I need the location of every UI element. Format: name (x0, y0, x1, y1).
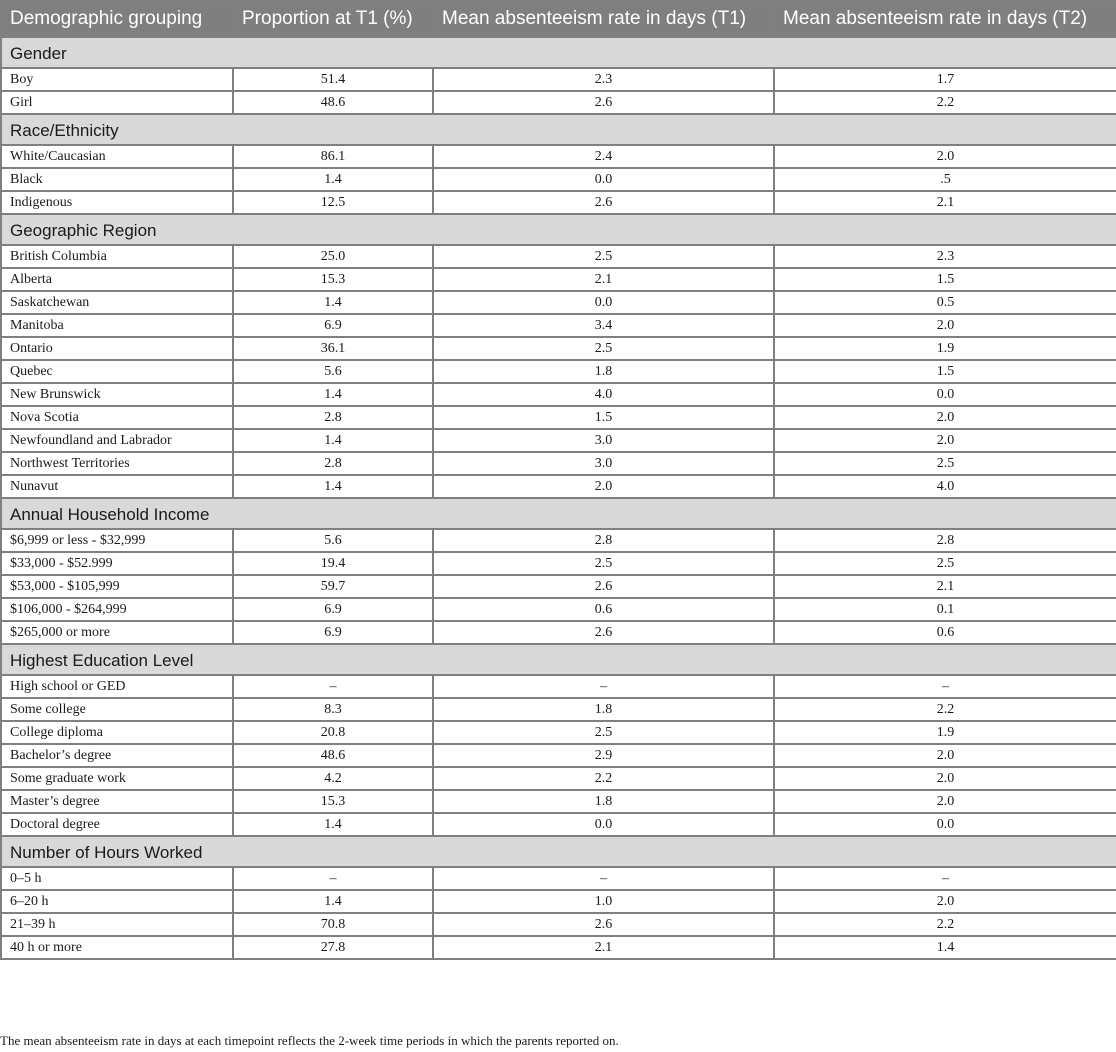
cell-proportion-t1: 1.4 (233, 168, 433, 191)
table-row (1, 913, 1116, 936)
cell-group-label: White/Caucasian (1, 145, 233, 168)
header-mean-absenteeism-t2: Mean absenteeism rate in days (T2) (774, 1, 1116, 37)
cell-absenteeism-t2: 1.9 (774, 337, 1116, 360)
cell-proportion-t1: 8.3 (233, 698, 433, 721)
section-header-row (1, 214, 1116, 245)
cell-proportion-t1: 2.8 (233, 452, 433, 475)
cell-proportion-t1: 12.5 (233, 191, 433, 214)
table-row (1, 813, 1116, 836)
table-row (1, 721, 1116, 744)
cell-group-label: $33,000 - $52.999 (1, 552, 233, 575)
cell-proportion-t1: 1.4 (233, 383, 433, 406)
cell-group-label: Nunavut (1, 475, 233, 498)
cell-group-label: Master’s degree (1, 790, 233, 813)
table-header (1, 1, 1116, 37)
table-row (1, 337, 1116, 360)
cell-absenteeism-t2: 4.0 (774, 475, 1116, 498)
section-title: Race/Ethnicity (1, 114, 1116, 145)
cell-absenteeism-t2: 2.0 (774, 744, 1116, 767)
cell-absenteeism-t1: 2.5 (433, 245, 774, 268)
section-header-row (1, 37, 1116, 68)
cell-absenteeism-t1: 0.6 (433, 598, 774, 621)
cell-group-label: Girl (1, 91, 233, 114)
cell-absenteeism-t1: 0.0 (433, 291, 774, 314)
cell-absenteeism-t1: 2.9 (433, 744, 774, 767)
cell-absenteeism-t2: 2.2 (774, 698, 1116, 721)
header-demographic-grouping: Demographic grouping (1, 1, 233, 37)
cell-absenteeism-t1: 2.0 (433, 475, 774, 498)
cell-absenteeism-t1: 1.8 (433, 790, 774, 813)
cell-group-label: 6–20 h (1, 890, 233, 913)
table-row (1, 452, 1116, 475)
cell-absenteeism-t1: 3.4 (433, 314, 774, 337)
cell-proportion-t1: 15.3 (233, 268, 433, 291)
table-row (1, 383, 1116, 406)
cell-proportion-t1: 25.0 (233, 245, 433, 268)
table-row (1, 675, 1116, 698)
table-row (1, 360, 1116, 383)
cell-absenteeism-t2: 0.1 (774, 598, 1116, 621)
table-row (1, 790, 1116, 813)
cell-proportion-t1: 48.6 (233, 91, 433, 114)
cell-group-label: 40 h or more (1, 936, 233, 959)
table-row (1, 552, 1116, 575)
cell-absenteeism-t2: 1.4 (774, 936, 1116, 959)
cell-group-label: Nova Scotia (1, 406, 233, 429)
cell-proportion-t1: 4.2 (233, 767, 433, 790)
cell-proportion-t1: 70.8 (233, 913, 433, 936)
cell-group-label: New Brunswick (1, 383, 233, 406)
cell-proportion-t1: 6.9 (233, 621, 433, 644)
cell-absenteeism-t1: – (433, 867, 774, 890)
cell-absenteeism-t1: 4.0 (433, 383, 774, 406)
cell-proportion-t1: – (233, 867, 433, 890)
header-row (1, 1, 1116, 37)
cell-absenteeism-t1: 2.6 (433, 575, 774, 598)
table-row (1, 245, 1116, 268)
table-row (1, 621, 1116, 644)
cell-absenteeism-t1: – (433, 675, 774, 698)
cell-group-label: Some graduate work (1, 767, 233, 790)
cell-absenteeism-t1: 2.5 (433, 552, 774, 575)
cell-group-label: Boy (1, 68, 233, 91)
cell-absenteeism-t1: 3.0 (433, 429, 774, 452)
cell-group-label: Indigenous (1, 191, 233, 214)
cell-proportion-t1: 27.8 (233, 936, 433, 959)
header-mean-absenteeism-t1: Mean absenteeism rate in days (T1) (433, 1, 774, 37)
table-row (1, 744, 1116, 767)
cell-group-label: $106,000 - $264,999 (1, 598, 233, 621)
cell-absenteeism-t1: 1.8 (433, 360, 774, 383)
cell-absenteeism-t2: 2.5 (774, 552, 1116, 575)
cell-absenteeism-t1: 2.5 (433, 337, 774, 360)
cell-proportion-t1: 5.6 (233, 360, 433, 383)
table-row (1, 291, 1116, 314)
table-row (1, 475, 1116, 498)
section-header-row (1, 498, 1116, 529)
table-row (1, 867, 1116, 890)
section-title: Highest Education Level (1, 644, 1116, 675)
section-header-row (1, 644, 1116, 675)
table-row (1, 68, 1116, 91)
section-header-row (1, 114, 1116, 145)
cell-absenteeism-t1: 3.0 (433, 452, 774, 475)
table-row (1, 698, 1116, 721)
table-row (1, 145, 1116, 168)
cell-absenteeism-t2: 2.0 (774, 890, 1116, 913)
cell-group-label: High school or GED (1, 675, 233, 698)
cell-absenteeism-t2: 2.0 (774, 767, 1116, 790)
cell-absenteeism-t1: 0.0 (433, 813, 774, 836)
table-row (1, 406, 1116, 429)
cell-absenteeism-t2: 0.0 (774, 383, 1116, 406)
cell-group-label: Some college (1, 698, 233, 721)
cell-group-label: 0–5 h (1, 867, 233, 890)
cell-absenteeism-t2: 2.8 (774, 529, 1116, 552)
cell-group-label: $53,000 - $105,999 (1, 575, 233, 598)
cell-absenteeism-t1: 1.5 (433, 406, 774, 429)
cell-absenteeism-t1: 2.6 (433, 191, 774, 214)
cell-absenteeism-t2: .5 (774, 168, 1116, 191)
cell-proportion-t1: 1.4 (233, 813, 433, 836)
cell-absenteeism-t1: 0.0 (433, 168, 774, 191)
table-row (1, 575, 1116, 598)
cell-proportion-t1: 1.4 (233, 429, 433, 452)
cell-group-label: Newfoundland and Labrador (1, 429, 233, 452)
cell-absenteeism-t1: 2.6 (433, 91, 774, 114)
cell-absenteeism-t2: 0.0 (774, 813, 1116, 836)
cell-absenteeism-t2: 1.5 (774, 268, 1116, 291)
table-row (1, 191, 1116, 214)
table-row (1, 936, 1116, 959)
cell-proportion-t1: 15.3 (233, 790, 433, 813)
cell-absenteeism-t2: – (774, 867, 1116, 890)
table-row (1, 429, 1116, 452)
cell-absenteeism-t2: 2.0 (774, 429, 1116, 452)
cell-absenteeism-t2: 2.2 (774, 913, 1116, 936)
cell-absenteeism-t2: 2.1 (774, 191, 1116, 214)
cell-absenteeism-t2: 0.5 (774, 291, 1116, 314)
cell-proportion-t1: 51.4 (233, 68, 433, 91)
section-title: Annual Household Income (1, 498, 1116, 529)
cell-absenteeism-t2: 1.7 (774, 68, 1116, 91)
cell-group-label: $6,999 or less - $32,999 (1, 529, 233, 552)
table-row (1, 890, 1116, 913)
table-body (1, 37, 1116, 959)
cell-proportion-t1: 20.8 (233, 721, 433, 744)
table-row (1, 314, 1116, 337)
cell-absenteeism-t2: – (774, 675, 1116, 698)
cell-absenteeism-t2: 2.2 (774, 91, 1116, 114)
cell-absenteeism-t1: 2.2 (433, 767, 774, 790)
cell-group-label: College diploma (1, 721, 233, 744)
cell-absenteeism-t2: 2.5 (774, 452, 1116, 475)
cell-absenteeism-t2: 2.0 (774, 145, 1116, 168)
section-title: Number of Hours Worked (1, 836, 1116, 867)
table-row (1, 268, 1116, 291)
table-row (1, 529, 1116, 552)
table-row (1, 598, 1116, 621)
cell-group-label: 21–39 h (1, 913, 233, 936)
table-row (1, 168, 1116, 191)
cell-group-label: Black (1, 168, 233, 191)
cell-group-label: Alberta (1, 268, 233, 291)
cell-proportion-t1: 5.6 (233, 529, 433, 552)
cell-absenteeism-t1: 2.5 (433, 721, 774, 744)
cell-group-label: British Columbia (1, 245, 233, 268)
cell-proportion-t1: 6.9 (233, 314, 433, 337)
table-row (1, 767, 1116, 790)
cell-absenteeism-t2: 0.6 (774, 621, 1116, 644)
cell-proportion-t1: 86.1 (233, 145, 433, 168)
section-title: Geographic Region (1, 214, 1116, 245)
cell-group-label: Manitoba (1, 314, 233, 337)
cell-proportion-t1: 59.7 (233, 575, 433, 598)
cell-absenteeism-t1: 2.4 (433, 145, 774, 168)
cell-absenteeism-t2: 2.0 (774, 406, 1116, 429)
cell-absenteeism-t1: 2.1 (433, 268, 774, 291)
cell-proportion-t1: – (233, 675, 433, 698)
cell-group-label: $265,000 or more (1, 621, 233, 644)
section-title: Gender (1, 37, 1116, 68)
cell-group-label: Ontario (1, 337, 233, 360)
cell-proportion-t1: 1.4 (233, 475, 433, 498)
cell-group-label: Doctoral degree (1, 813, 233, 836)
cell-proportion-t1: 36.1 (233, 337, 433, 360)
cell-absenteeism-t2: 2.0 (774, 314, 1116, 337)
cell-proportion-t1: 48.6 (233, 744, 433, 767)
cell-absenteeism-t1: 2.6 (433, 913, 774, 936)
cell-proportion-t1: 19.4 (233, 552, 433, 575)
cell-absenteeism-t1: 2.8 (433, 529, 774, 552)
cell-proportion-t1: 1.4 (233, 890, 433, 913)
cell-absenteeism-t1: 2.3 (433, 68, 774, 91)
cell-proportion-t1: 6.9 (233, 598, 433, 621)
cell-absenteeism-t1: 2.6 (433, 621, 774, 644)
cell-absenteeism-t2: 2.0 (774, 790, 1116, 813)
cell-proportion-t1: 2.8 (233, 406, 433, 429)
cell-absenteeism-t2: 2.1 (774, 575, 1116, 598)
cell-proportion-t1: 1.4 (233, 291, 433, 314)
cell-group-label: Quebec (1, 360, 233, 383)
table-footnote: The mean absenteeism rate in days at each timepoint reflects the 2-week time periods in which the parents reported on. (0, 1033, 619, 1048)
cell-absenteeism-t2: 1.5 (774, 360, 1116, 383)
cell-group-label: Saskatchewan (1, 291, 233, 314)
cell-absenteeism-t2: 1.9 (774, 721, 1116, 744)
cell-absenteeism-t2: 2.3 (774, 245, 1116, 268)
section-header-row (1, 836, 1116, 867)
header-proportion-t1: Proportion at T1 (%) (233, 1, 433, 37)
cell-group-label: Northwest Territories (1, 452, 233, 475)
table-row (1, 91, 1116, 114)
cell-absenteeism-t1: 1.0 (433, 890, 774, 913)
cell-absenteeism-t1: 2.1 (433, 936, 774, 959)
cell-group-label: Bachelor’s degree (1, 744, 233, 767)
cell-absenteeism-t1: 1.8 (433, 698, 774, 721)
